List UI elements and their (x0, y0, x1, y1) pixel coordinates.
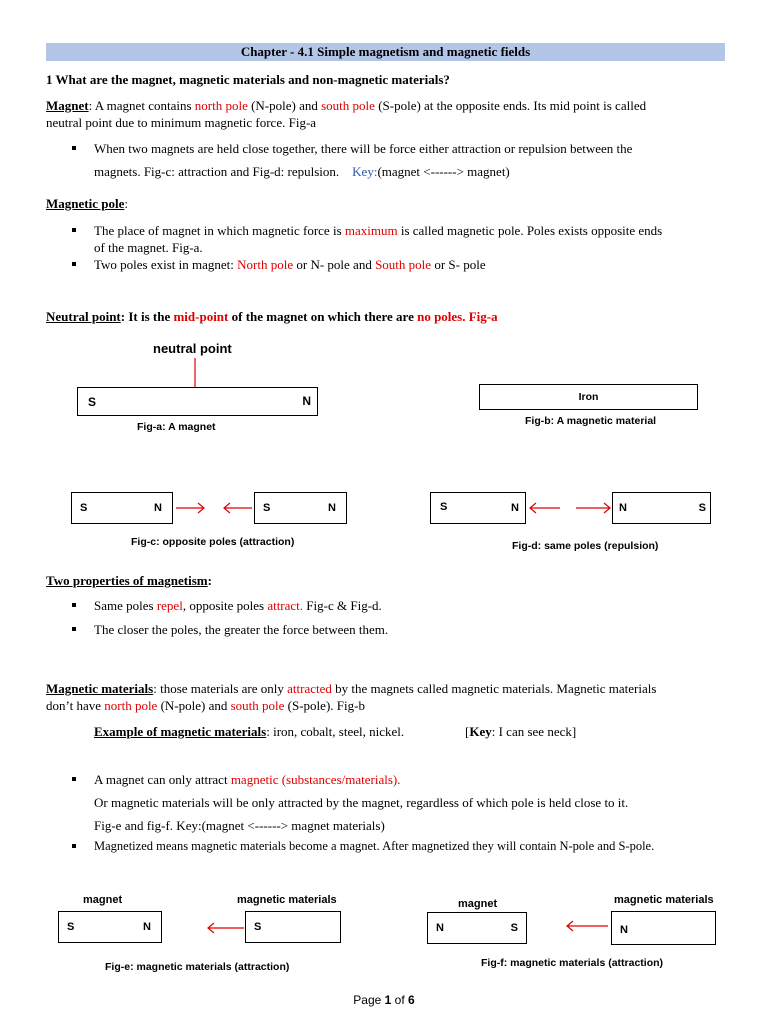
pole-n-label: N (328, 502, 336, 514)
repulsion-arrows-icon (526, 500, 612, 516)
magnet-label: magnet (458, 898, 498, 910)
text: Fig-e and fig-f. Key:(magnet <------> magnet materials) (94, 818, 385, 833)
text: Same poles (94, 598, 157, 613)
text: (N-pole) and (247, 98, 322, 113)
text: don’t have (46, 698, 105, 713)
text: (S-pole). Fig-b (284, 698, 365, 713)
neutral-point-label: neutral point (153, 341, 232, 356)
text: or S- pole (431, 257, 486, 272)
bullet-same-poles (94, 597, 754, 614)
magnetic-substances-text: magnetic (substances/materials). (230, 772, 401, 787)
magnetic-materials-term: Magnetic materials (46, 681, 154, 696)
pole-s-label: S (510, 922, 518, 934)
text: of the magnet on which there are (228, 309, 418, 324)
properties-heading (46, 572, 726, 589)
text: : (207, 573, 212, 588)
attracted-text: attracted (287, 681, 332, 696)
text: , opposite poles (182, 598, 268, 613)
magnetic-materials-label: magnetic materials (614, 894, 714, 906)
pole-n-label: N (154, 502, 162, 514)
pole-n-label: N (511, 502, 519, 514)
magnet-term: Magnet (46, 98, 89, 113)
north-pole-text: north pole (104, 698, 158, 713)
text: When two magnets are held close together, there will be force either attraction or repulsion between the (94, 141, 633, 156)
fig-f-caption: Fig-f: magnetic materials (attraction) (481, 957, 664, 969)
key-label: Key: (352, 164, 378, 179)
bullet-icon (72, 146, 76, 150)
question-heading: 1 What are the magnet, magnetic materials and non-magnetic materials? (46, 72, 450, 87)
magnet-label: magnet (83, 894, 123, 906)
text: : iron, cobalt, steel, nickel. (266, 724, 405, 739)
bullet-pole-definition (94, 222, 754, 256)
fig-d-caption: Fig-d: same poles (repulsion) (512, 540, 659, 552)
no-poles-text: no poles. Fig-a (417, 309, 498, 324)
fig-c-caption: Fig-c: opposite poles (attraction) (131, 536, 295, 548)
pole-s-label: S (88, 395, 97, 409)
text: Fig-c & Fig-d. (303, 598, 382, 613)
text: : (124, 196, 128, 211)
bullet-two-poles (94, 256, 754, 273)
mid-point-text: mid-point (173, 309, 229, 324)
pole-n-label: N (619, 502, 627, 514)
text: : those materials are only (153, 681, 288, 696)
north-pole-text: North pole (237, 257, 294, 272)
pole-s-label: S (698, 502, 706, 514)
attract-text: attract. (267, 598, 304, 613)
pole-s-label: S (254, 921, 262, 933)
page-number: 1 (384, 993, 392, 1007)
text: by the magnets called magnetic materials. Magnetic materials (331, 681, 657, 696)
south-pole-text: south pole (321, 98, 375, 113)
fig-b-iron (479, 384, 698, 410)
fig-e-caption: Fig-e: magnetic materials (attraction) (105, 961, 290, 973)
text: of the magnet. Fig-a. (94, 240, 203, 255)
bullet-icon (72, 262, 76, 266)
pole-n-label: N (620, 924, 628, 936)
text: : I can see neck] (491, 724, 577, 739)
magnetic-pole-term: Magnetic pole (46, 196, 125, 211)
maximum-text: maximum (344, 223, 398, 238)
pole-s-label: S (263, 502, 271, 514)
bullet-icon (72, 844, 76, 848)
pole-s-label: S (67, 921, 75, 933)
fig-c-magnet-2 (254, 492, 347, 524)
magnetic-materials-paragraph (46, 680, 726, 714)
fig-f-material (611, 911, 716, 945)
south-pole-text: South pole (375, 257, 432, 272)
repel-text: repel (156, 598, 183, 613)
chapter-title-bar (46, 43, 725, 61)
example-key (465, 723, 576, 740)
fig-f-magnet (427, 912, 527, 944)
chapter-title: Chapter - 4.1 Simple magnetism and magnetic fields (240, 44, 531, 59)
bullet-icon (72, 603, 76, 607)
pole-s-label: S (80, 502, 88, 514)
text: (S-pole) at the opposite ends. Its mid point is called (374, 98, 647, 113)
text: is called magnetic pole. Poles exists opposite ends (397, 223, 663, 238)
fig-e-material (245, 911, 341, 943)
north-pole-text: north pole (194, 98, 248, 113)
text: Magnetized means magnetic materials become a magnet. After magnetized they will contain N-pole and S-pole. (94, 839, 655, 853)
example-term: Example of magnetic materials (94, 724, 267, 739)
text: or N- pole and (293, 257, 376, 272)
text: Or magnetic materials will be only attracted by the magnet, regardless of which pole is held close to it. (94, 795, 629, 810)
properties-title: Two properties of magnetism (46, 573, 208, 588)
pole-n-label: N (436, 922, 444, 934)
text: A magnet can only attract (94, 772, 231, 787)
fig-a-caption: Fig-a: A magnet (137, 421, 216, 433)
text: Two poles exist in magnet: (94, 257, 238, 272)
iron-label: Iron (578, 391, 599, 403)
page-footer (0, 993, 768, 1007)
bullet-magnets-close (94, 140, 754, 180)
key-word: Key (469, 724, 492, 739)
attraction-arrow-icon (206, 920, 246, 936)
text: neutral point due to minimum magnetic force. Fig-a (46, 115, 317, 130)
fig-b-caption: Fig-b: A magnetic material (525, 415, 657, 427)
text: of (391, 993, 409, 1007)
pole-n-label: N (143, 921, 151, 933)
text: (magnet <------> magnet) (377, 164, 510, 179)
fig-c-magnet-1 (71, 492, 173, 524)
bullet-icon (72, 228, 76, 232)
text: : A magnet contains (88, 98, 195, 113)
page-total: 6 (408, 993, 415, 1007)
attraction-arrows-icon (174, 500, 254, 516)
south-pole-text: south pole (230, 698, 285, 713)
example-line (94, 723, 404, 740)
magnet-paragraph (46, 97, 726, 131)
attraction-arrow-icon (565, 918, 610, 934)
text: (N-pole) and (157, 698, 231, 713)
text: : It is the (120, 309, 174, 324)
pole-s-label: S (440, 501, 448, 513)
fig-e-magnet (58, 911, 162, 943)
fig-d-magnet-2 (612, 492, 711, 524)
neutral-point-term: Neutral point (46, 309, 121, 324)
pole-n-label: N (302, 394, 311, 408)
bullet-closer-poles (94, 621, 754, 638)
text: [ (465, 724, 470, 739)
fig-d-magnet-1 (430, 492, 526, 524)
bullet-magnet-attract (94, 768, 754, 837)
text: The closer the poles, the greater the force between them. (94, 622, 389, 637)
magnetic-pole-heading (46, 195, 726, 212)
text: magnets. Fig-c: attraction and Fig-d: repulsion. (94, 164, 340, 179)
text: Page (353, 993, 385, 1007)
neutral-point-paragraph (46, 308, 726, 325)
bullet-magnetized (94, 838, 768, 855)
fig-a-magnet (77, 387, 318, 416)
magnetic-materials-label: magnetic materials (237, 894, 337, 906)
bullet-icon (72, 627, 76, 631)
bullet-icon (72, 777, 76, 781)
text: The place of magnet in which magnetic force is (94, 223, 345, 238)
